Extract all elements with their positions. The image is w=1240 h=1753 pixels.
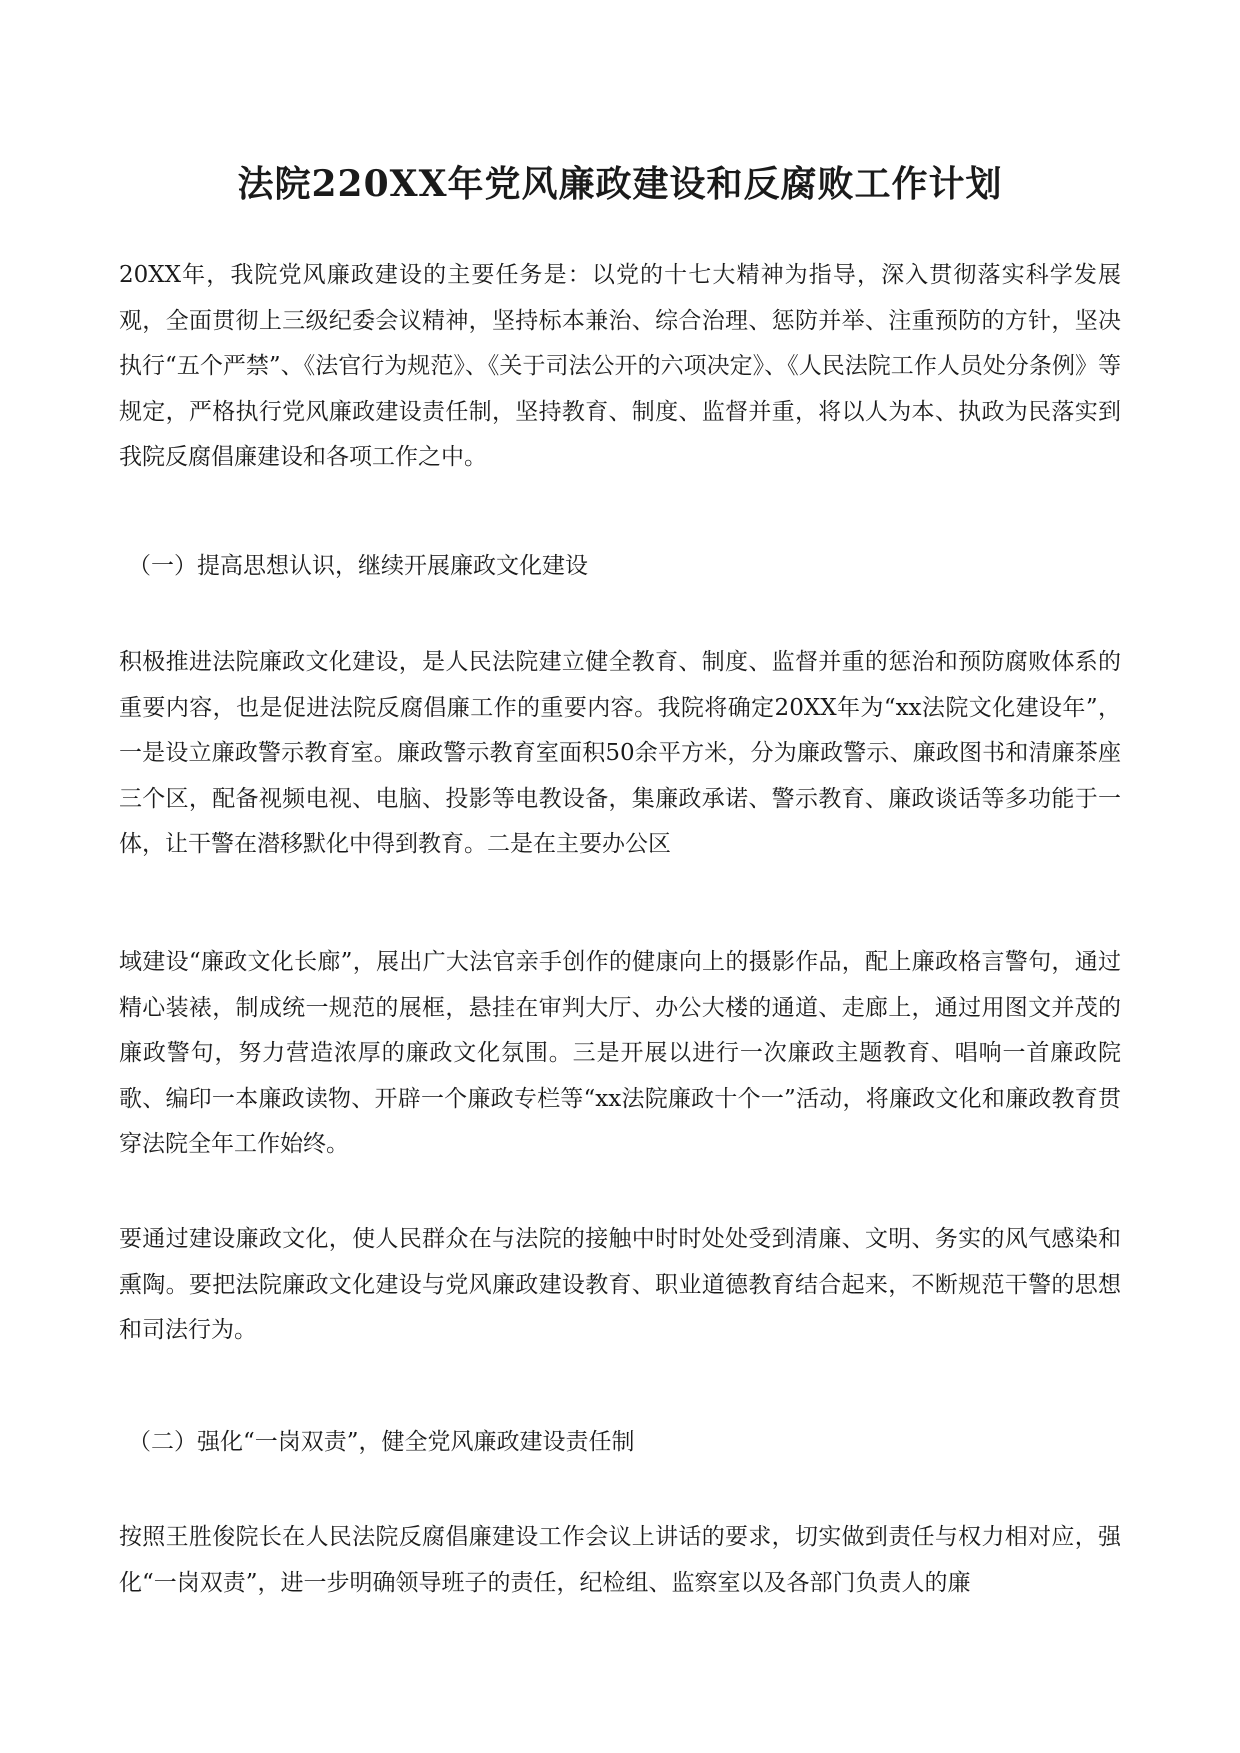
paragraph-culture-construction: 积极推进法院廉政文化建设，是人民法院建立健全教育、制度、监督并重的惩治和预防腐败体系的重要内容，也是促进法院反腐倡廉工作的重要内容。我院将确定20XX年为“xx法院文化建设年”，一是设立廉政警示教育室。廉政警示教育室面积50余平方米，分为廉政警示、廉政图书和清廉茶座三个区，配备视频电视、电脑、投影等电教设备，集廉政承诺、警示教育、廉政谈话等多功能于一体，让干警在潜移默化中得到教育。二是在主要办公区 bbox=[119, 649, 1121, 857]
paragraph-culture-corridor: 域建设“廉政文化长廊”，展出广大法官亲手创作的健康向上的摄影作品，配上廉政格言警句，通过精心装裱，制成统一规范的展框，悬挂在审判大厅、办公大楼的通道、走廊上，通过用图文并茂的廉政警句，努力营造浓厚的廉政文化氛围。三是开展以进行一次廉政主题教育、唱响一首廉政院歌、编印一本廉政读物、开辟一个廉政专栏等“xx法院廉政十个一”活动，将廉政文化和廉政教育贯穿法院全年工作始终。 bbox=[119, 949, 1121, 1157]
section-heading-2: （二）强化“一岗双责”，健全党风廉政建设责任制 bbox=[128, 1429, 635, 1455]
document-title: 法院220XX年党风廉政建设和反腐败工作计划 bbox=[237, 163, 1003, 205]
paragraph-responsibility: 按照王胜俊院长在人民法院反腐倡廉建设工作会议上讲话的要求，切实做到责任与权力相对应，强化“一岗双责”，进一步明确领导班子的责任，纪检组、监察室以及各部门负责人的廉 bbox=[119, 1524, 1121, 1596]
paragraph-intro: 20XX年，我院党风廉政建设的主要任务是：以党的十七大精神为指导，深入贯彻落实科学发展观，全面贯彻上三级纪委会议精神，坚持标本兼治、综合治理、惩防并举、注重预防的方针，坚决执行“五个严禁”、《法官行为规范》、《关于司法公开的六项决定》、《人民法院工作人员处分条例》等规定，严格执行党风廉政建设责任制，坚持教育、制度、监督并重，将以人为本、执政为民落实到我院反腐倡廉建设和各项工作之中。 bbox=[119, 262, 1121, 470]
section-heading-1: （一）提高思想认识，继续开展廉政文化建设 bbox=[128, 553, 588, 579]
paragraph-culture-influence: 要通过建设廉政文化，使人民群众在与法院的接触中时时处处受到清廉、文明、务实的风气感染和熏陶。要把法院廉政文化建设与党风廉政建设教育、职业道德教育结合起来，不断规范干警的思想和司法行为。 bbox=[119, 1226, 1121, 1343]
